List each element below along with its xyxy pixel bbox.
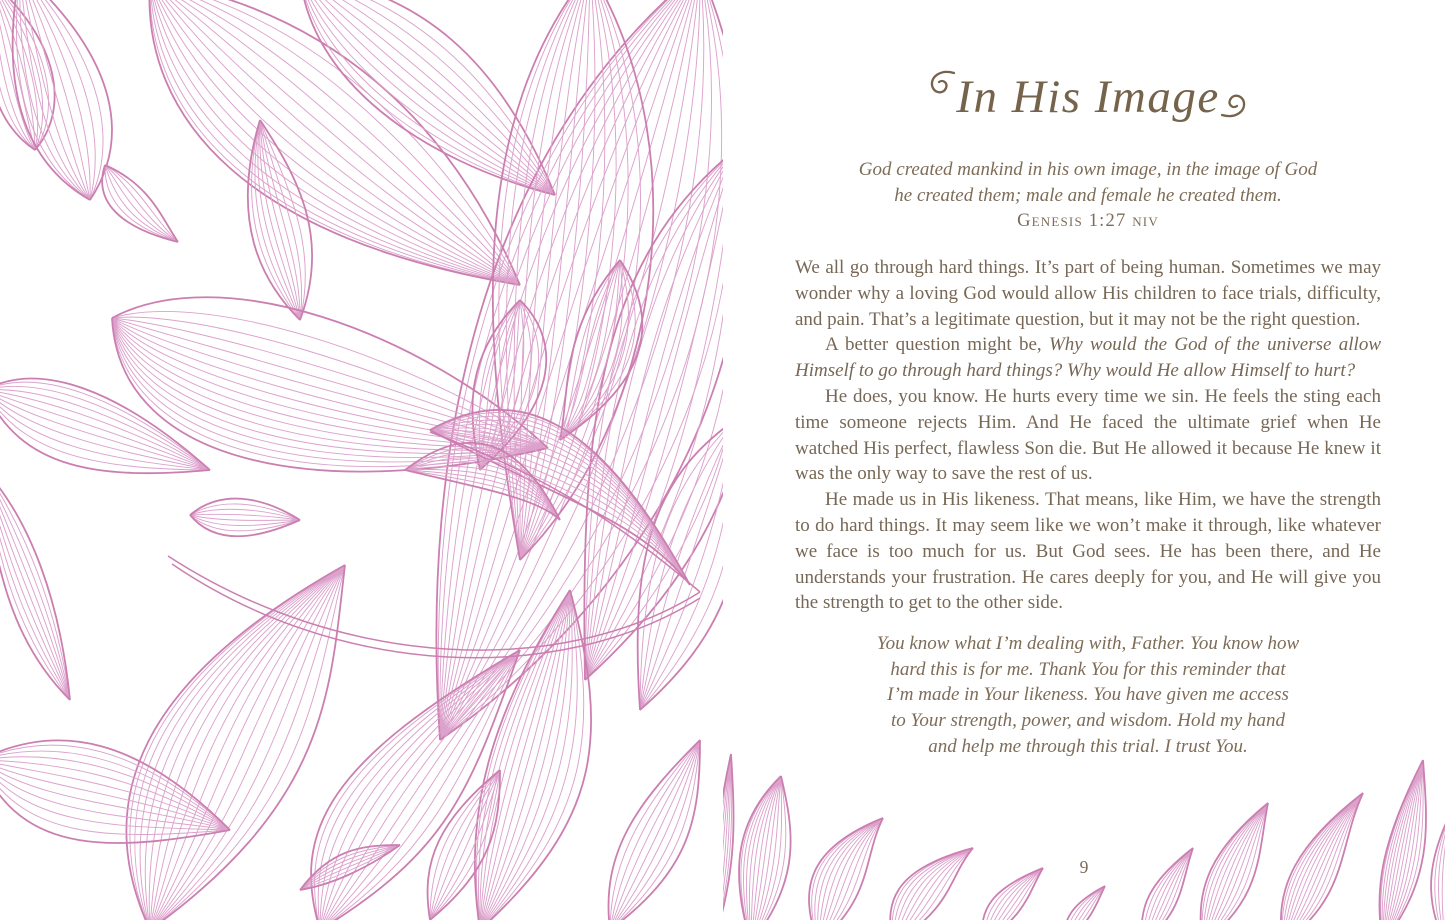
paragraph-text: He made us in His likeness. That means, like Him, we have the strength to do hard things. It may seem like we won’t make it through, like whatever we face is too much for us. But God sees. He has been there, and He understands your frustration. He cares deeply for you, and He will give you the strength to get to the other side. <box>795 489 1381 614</box>
prayer-line: and help me through this trial. I trust You. <box>928 735 1248 757</box>
paragraph <box>795 332 1381 384</box>
paragraph-text: He does, you know. He hurts every time we sin. He feels the sting each time someone rejects Him. And He faced the ultimate grief when He watched His perfect, flawless Son die. But He allowed it because He knew it was the only way to save the rest of us. <box>795 386 1381 485</box>
scripture-quote <box>795 157 1381 209</box>
prayer-line: to Your strength, power, and wisdom. Hold my hand <box>891 709 1285 731</box>
prayer-line: You know what I’m dealing with, Father. You know how <box>876 633 1300 655</box>
closing-prayer <box>795 631 1381 759</box>
paragraph <box>795 487 1381 616</box>
paragraph-text: We all go through hard things. It’s part of being human. Sometimes we may wonder why a loving God would allow His children to face trials, difficulty, and pain. That’s a legitimate question, but it may not be the right question. <box>795 257 1381 330</box>
prayer-line: hard this is for me. Thank You for this reminder that <box>890 658 1286 680</box>
devotional-body <box>795 255 1381 616</box>
chapter-title <box>795 56 1381 130</box>
title-swash-right-icon <box>1221 76 1247 130</box>
prayer-line: I’m made in Your likeness. You have given me access <box>887 684 1289 706</box>
scripture-reference: Genesis 1:27 niv <box>1017 211 1159 232</box>
page-number: 9 <box>1079 857 1089 877</box>
paragraph-italic-question: Why would the God of the universe allow Himself to go through hard things? Why would He allow Himself to hurt? <box>795 334 1381 382</box>
paragraph <box>795 384 1381 487</box>
title-swash-left-icon <box>929 56 955 110</box>
devotional-content <box>723 0 1445 759</box>
right-page <box>723 0 1445 920</box>
floral-decoration-bottom <box>723 748 1445 920</box>
scripture-line: he created them; male and female he created them. <box>894 185 1282 207</box>
paragraph <box>795 255 1381 332</box>
paragraph-lead: A better question might be, <box>825 334 1049 356</box>
scripture-line: God created mankind in his own image, in the image of God <box>858 159 1318 181</box>
chapter-title-text: In His Image <box>956 71 1220 123</box>
